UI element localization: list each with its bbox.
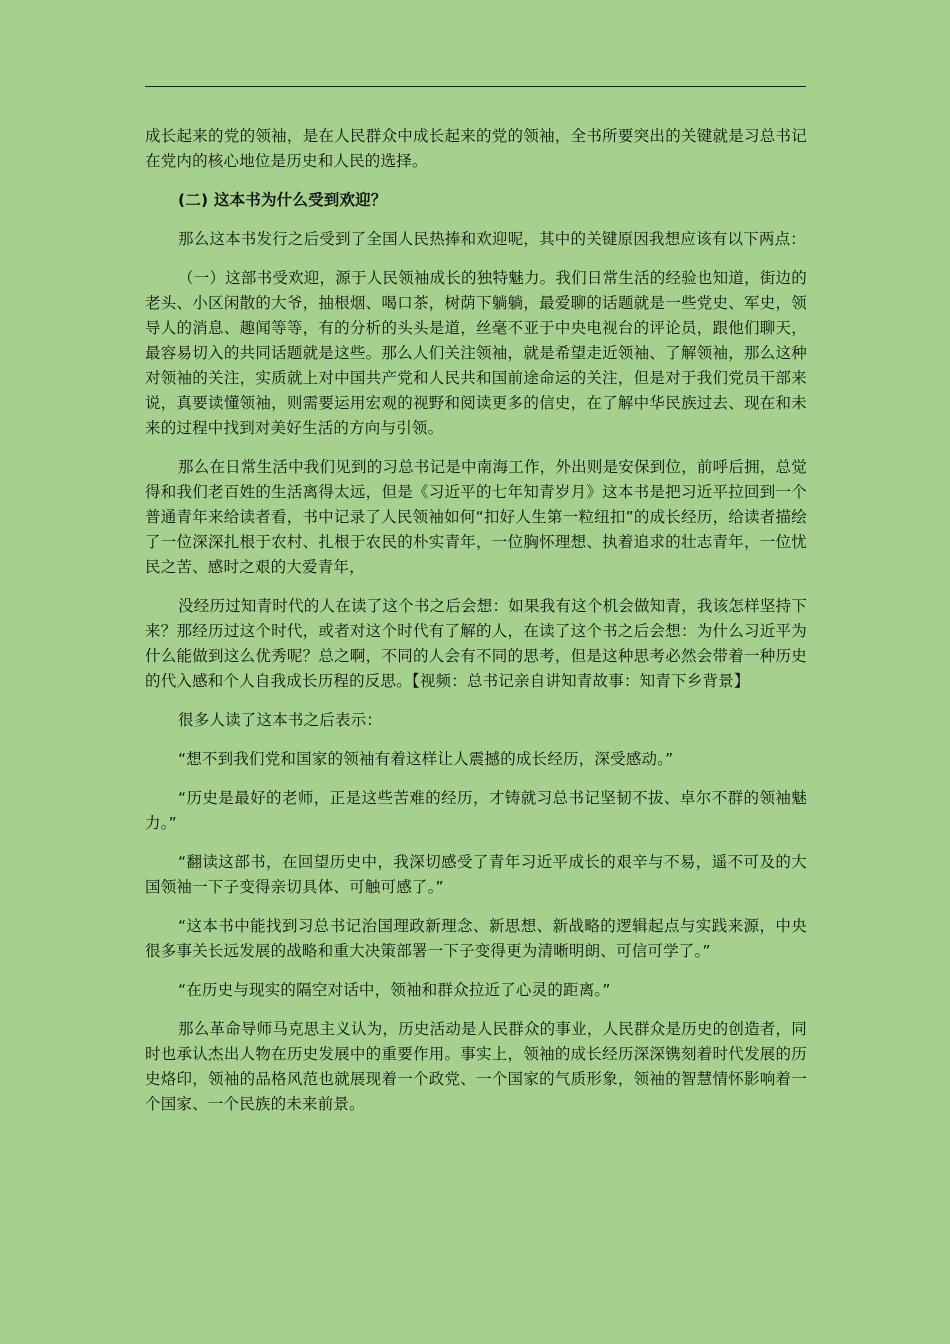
paragraph: （一）这部书受欢迎，源于人民领袖成长的独特魅力。我们日常生活的经验也知道，街边的老头、小区闲散的大爷，抽根烟、喝口茶，树荫下躺躺，最爱聊的话题就是一些党史、军史，领导人的消息、趣闻等等，有的分析的头头是道，丝毫不亚于中央电视台的评论员，跟他们聊天，最容易切入的共同话题就是这些。那么人们关注领袖，就是希望走近领袖、了解领袖，那么这种对领袖的关注，实质就上对中国共产党和人民共和国前途命运的关注，但是对于我们党员干部来说，真要读懂领袖，则需要运用宏观的视野和阅读更多的信史，在了解中华民族过去、现在和未来的过程中找到对美好生活的方向与引领。 — [145, 269, 807, 437]
quote-paragraph: “想不到我们党和国家的领袖有着这样让人震撼的成长经历，深受感动。” — [178, 750, 674, 768]
paragraph: 很多人读了这本书之后表示： — [178, 711, 383, 729]
section-heading: (二) 这本书为什么受到欢迎？ — [178, 191, 387, 209]
paragraph: 那么在日常生活中我们见到的习总书记是中南海工作，外出则是安保到位，前呼后拥，总觉得和我们老百姓的生活离得太远，但是《习近平的七年知青岁月》这本书是把习近平拉回到一个普通青年来给读者看，书中记录了人民领袖如何“扣好人生第一粒纽扣”的成长经历，给读者描绘了一位深深扎根于农村、扎根于农民的朴实青年，一位胸怀理想、执着追求的壮志青年，一位忧民之苦、感时之艰的大爱青年， — [145, 458, 807, 576]
paragraph: 那么革命导师马克思主义认为，历史活动是人民群众的事业，人民群众是历史的创造者，同时也承认杰出人物在历史发展中的重要作用。事实上，领袖的成长经历深深镌刻着时代发展的历史烙印，领袖的品格风范也就展现着一个政党、一个国家的气质形象，领袖的智慧情怀影响着一个国家、一个民族的未来前景。 — [145, 1020, 807, 1113]
quote-paragraph: “历史是最好的老师，正是这些苦难的经历，才铸就习总书记坚韧不拔、卓尔不群的领袖魅力。” — [145, 789, 807, 832]
header-rule — [145, 86, 806, 87]
paragraph: 没经历过知青时代的人在读了这个书之后会想：如果我有这个机会做知青，我该怎样坚持下来？那经历过这个时代，或者对这个时代有了解的人，在读了这个书之后会想：为什么习近平为什么能做到这么优秀呢？总之啊，不同的人会有不同的思考，但是这种思考必然会带着一种历史的代入感和个人自我成长历程的反思。【视频：总书记亲自讲知青故事：知青下乡背景】 — [145, 597, 807, 690]
paragraph: 那么这本书发行之后受到了全国人民热捧和欢迎呢，其中的关键原因我想应该有以下两点： — [178, 230, 807, 248]
quote-paragraph: “翻读这部书，在回望历史中，我深切感受了青年习近平成长的艰辛与不易，遥不可及的大国领袖一下子变得亲切具体、可触可感了。” — [145, 853, 807, 896]
quote-paragraph: “这本书中能找到习总书记治国理政新理念、新思想、新战略的逻辑起点与实践来源，中央很多事关长远发展的战略和重大决策部署一下子变得更为清晰明朗、可信可学了。” — [145, 917, 807, 960]
quote-paragraph: “在历史与现实的隔空对话中，领袖和群众拉近了心灵的距离。” — [178, 981, 611, 999]
document-body — [145, 124, 807, 1131]
paragraph-continuation: 成长起来的党的领袖，是在人民群众中成长起来的党的领袖，全书所要突出的关键就是习总书记在党内的核心地位是历史和人民的选择。 — [145, 127, 807, 170]
